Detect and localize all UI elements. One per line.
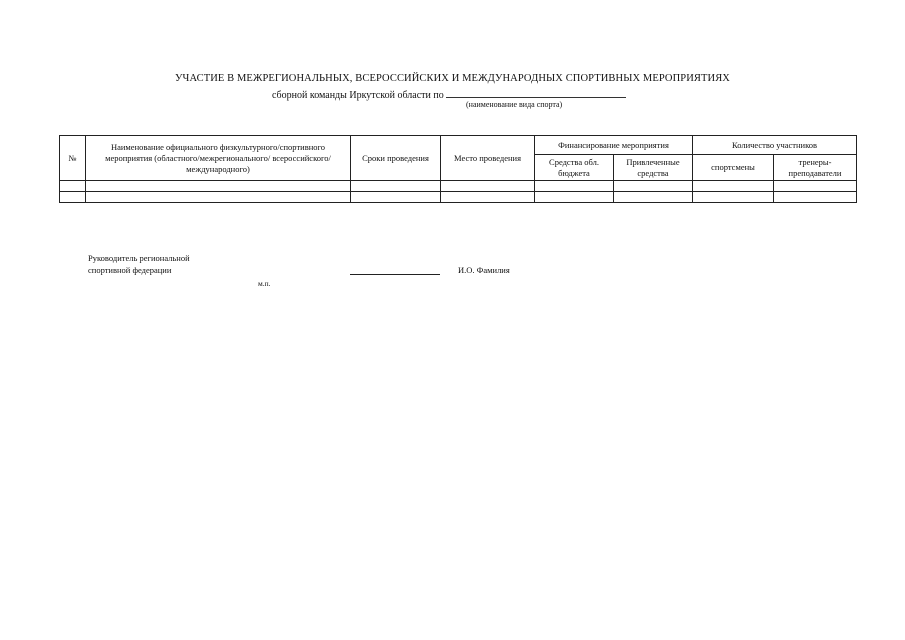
header-coaches: тренеры-преподаватели <box>774 155 857 181</box>
subtitle-text: сборной команды Иркутской области по <box>272 90 444 101</box>
header-dates: Сроки проведения <box>351 136 441 181</box>
header-participants-group: Количество участников <box>693 136 857 155</box>
header-num: № <box>60 136 86 181</box>
header-budget: Средства обл. бюджета <box>535 155 614 181</box>
table-cell[interactable] <box>614 181 693 192</box>
table-cell[interactable] <box>60 181 86 192</box>
header-attracted: Привлеченные средства <box>614 155 693 181</box>
table-cell[interactable] <box>535 181 614 192</box>
table-cell[interactable] <box>441 192 535 203</box>
header-athletes: спортсмены <box>693 155 774 181</box>
sport-name-blank <box>446 88 626 98</box>
document-title: УЧАСТИЕ В МЕЖРЕГИОНАЛЬНЫХ, ВСЕРОССИЙСКИХ И МЕЖДУНАРОДНЫХ СПОРТИВНЫХ МЕРОПРИЯТИЯХ <box>175 73 730 84</box>
subtitle-hint: (наименование вида спорта) <box>466 100 563 109</box>
subtitle <box>272 88 626 101</box>
table-cell[interactable] <box>86 181 351 192</box>
header-event-name: Наименование официального физкультурного/спортивного мероприятия (областного/межрегионального/ всероссийского/международного) <box>86 136 351 181</box>
table-cell[interactable] <box>693 181 774 192</box>
table-cell[interactable] <box>86 192 351 203</box>
table-cell[interactable] <box>535 192 614 203</box>
events-table <box>59 135 857 203</box>
signature-role-line1: Руководитель региональной <box>88 253 190 263</box>
table-cell[interactable] <box>614 192 693 203</box>
signature-name: И.О. Фамилия <box>458 265 510 275</box>
table-cell[interactable] <box>441 181 535 192</box>
table-cell[interactable] <box>351 181 441 192</box>
table-cell[interactable] <box>693 192 774 203</box>
header-place: Место проведения <box>441 136 535 181</box>
stamp-place: м.п. <box>258 279 271 288</box>
table-cell[interactable] <box>351 192 441 203</box>
table-cell[interactable] <box>774 181 857 192</box>
table-row <box>60 181 857 192</box>
signature-line <box>350 274 440 275</box>
table-row <box>60 192 857 203</box>
table-cell[interactable] <box>60 192 86 203</box>
header-finance-group: Финансирование мероприятия <box>535 136 693 155</box>
table-body <box>60 181 857 203</box>
signature-role-line2: спортивной федерации <box>88 265 172 275</box>
table-cell[interactable] <box>774 192 857 203</box>
